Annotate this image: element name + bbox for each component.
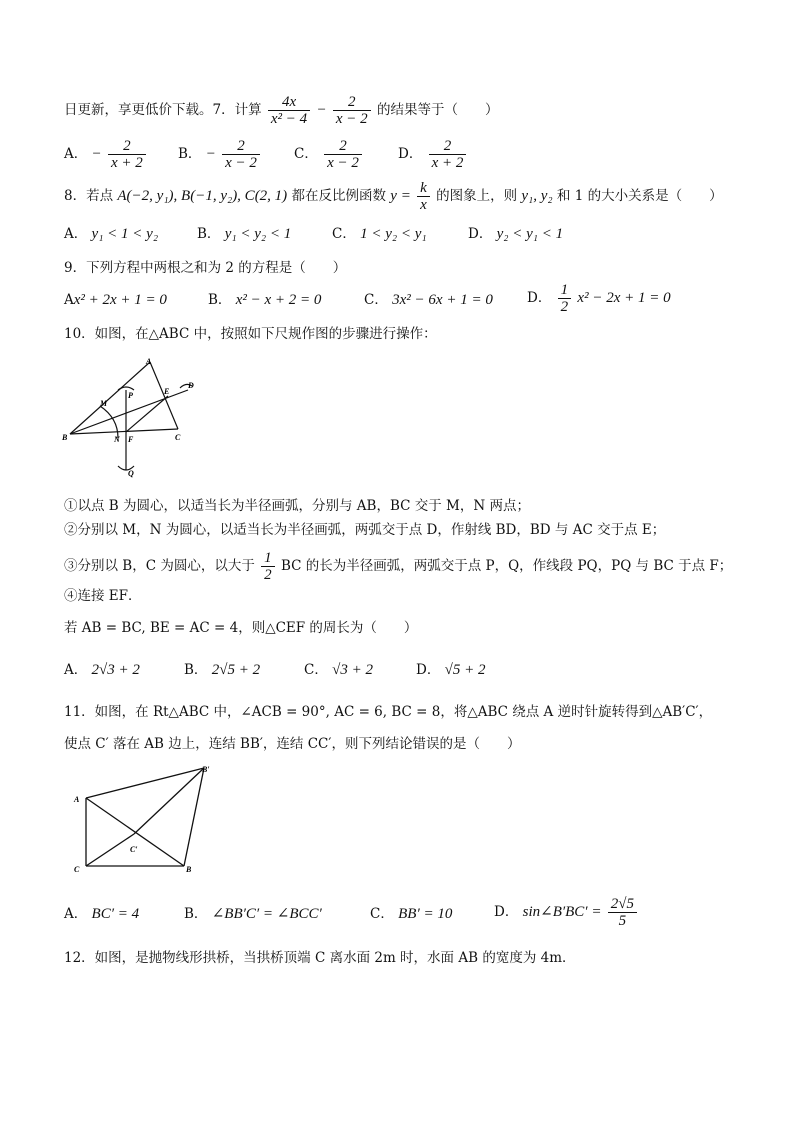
q11-label-b: B bbox=[186, 865, 192, 874]
q10-option-c: C． √3 + 2 bbox=[304, 662, 373, 678]
q11-segment-bb1 bbox=[184, 768, 204, 866]
q10-label-e: E bbox=[164, 387, 170, 396]
q11-label-a: A bbox=[74, 795, 80, 804]
q7-tail: 的结果等于（ ） bbox=[376, 102, 499, 118]
q7-intro: 日更新，享更低价下载。7．计算 bbox=[64, 102, 262, 118]
q10-label-q: Q bbox=[128, 469, 134, 478]
q11-segment-ab1 bbox=[86, 768, 204, 798]
q10-label-d: D bbox=[188, 381, 194, 390]
q10-label-m: M bbox=[100, 399, 108, 408]
q10-condition: 若 AB = BC, BE = AC = 4，则△CEF 的周长为（ ） bbox=[64, 620, 418, 636]
q10-option-a: A． 2√3 + 2 bbox=[64, 662, 140, 678]
q7-option-d: D． $\frac{2}{x + 2}$ bbox=[398, 138, 468, 171]
q7-fraction-1: $\frac{4x}{\text{x² − 4}}$ bbox=[268, 94, 310, 127]
q9-option-a: Ax² + 2x + 1 = 0 bbox=[64, 292, 167, 308]
q10-option-d: D． √5 + 2 bbox=[416, 662, 486, 678]
q10-stem: 10．如图，在△ABC 中，按照如下尺规作图的步骤进行操作： bbox=[64, 326, 437, 342]
q11-label-c: C bbox=[74, 865, 80, 874]
q11-option-a: A． BC′ = 4 bbox=[64, 906, 140, 922]
q9-option-d: D． $\frac{1}{2}$ x² − 2x + 1 = 0 bbox=[527, 282, 671, 315]
q10-label-f: F bbox=[128, 435, 134, 444]
q10-label-n: N bbox=[114, 435, 120, 444]
q8-function-fraction: $\frac{k}{x}$ bbox=[417, 180, 430, 213]
q10-option-b: B． 2√5 + 2 bbox=[184, 662, 261, 678]
q10-step-1: ①以点 B 为圆心，以适当长为半径画弧，分别与 AB，BC 交于 M，N 两点； bbox=[64, 498, 530, 514]
q8-stem: 8．若点 A(−2, y₁), B(−1, y₂), C(2, 1) 都在反比例函数 y = $\frac{k}{x}$ 的图象上，则 y₁, y₂ 和 1 的大小关系是（ ） bbox=[64, 180, 723, 213]
q11-option-d: D． sin∠B′BC′ = $\frac{2√5}{5}$ bbox=[494, 896, 639, 929]
q11-stem-line-1: 11．如图，在 Rt△ABC 中，∠ACB = 90°, AC = 6, BC = 8，将△ABC 绕点 A 逆时针旋转得到△AB′C′， bbox=[64, 704, 713, 720]
q10-step-4: ④连接 EF． bbox=[64, 588, 142, 604]
q10-step-3: ③分别以 B，C 为圆心，以大于 $\frac{1}{2}$ BC 的长为半径画弧，两弧交于点 P，Q，作线段 PQ，PQ 与 BC 于点 F； bbox=[64, 550, 733, 583]
q7-option-a: A． − $\frac{2}{x + 2}$ bbox=[64, 138, 148, 171]
q10-segment-ab bbox=[70, 362, 150, 434]
q7-stem: 日更新，享更低价下载。7．计算 $\frac{4x}{\text{x² − 4}}$ − $\frac{2}{x - 2}$ 的结果等于（ ） bbox=[64, 94, 499, 127]
q9-option-b: B． x² − x + 2 = 0 bbox=[208, 292, 322, 308]
q10-segment-bc bbox=[70, 429, 178, 434]
q11-label-b-prime: B′ bbox=[202, 765, 210, 774]
q10-construction-figure bbox=[60, 354, 210, 484]
q7-fraction-2: $\frac{2}{x - 2}$ bbox=[333, 94, 371, 127]
q9-stem: 9．下列方程中两根之和为 2 的方程是（ ） bbox=[64, 260, 347, 276]
q10-arc-p bbox=[118, 387, 134, 390]
q7-option-c: C． $\frac{2}{x - 2}$ bbox=[294, 138, 364, 171]
q11-option-b: B． ∠BB′C′ = ∠BCC′ bbox=[184, 906, 322, 922]
q7-option-b: B． − $\frac{2}{x - 2}$ bbox=[178, 138, 262, 171]
q10-label-b: B bbox=[62, 433, 68, 442]
q10-step-2: ②分别以 M，N 为圆心，以适当长为半径画弧，两弧交于点 D，作射线 BD，BD 与 AC 交于点 E； bbox=[64, 522, 666, 538]
q8-option-d: D． y₂ < y₁ < 1 bbox=[468, 226, 564, 242]
q11-stem-line-2: 使点 C′ 落在 AB 边上，连结 BB′，连结 CC′，则下列结论错误的是（ ） bbox=[64, 736, 521, 752]
q11-segment-b1c1 bbox=[134, 768, 204, 834]
q11-segment-cc1 bbox=[86, 834, 134, 866]
q10-label-a: A bbox=[146, 357, 152, 366]
q10-segment-ef bbox=[126, 396, 168, 432]
q8-option-a: A． y₁ < 1 < y₂ bbox=[64, 226, 159, 242]
q9-option-c: C． 3x² − 6x + 1 = 0 bbox=[364, 292, 493, 308]
q10-label-c: C bbox=[175, 433, 181, 442]
q11-label-c-prime: C′ bbox=[130, 845, 138, 854]
q8-option-b: B． y₁ < y₂ < 1 bbox=[197, 226, 292, 242]
q10-label-p: P bbox=[128, 391, 133, 400]
q11-rotation-figure bbox=[70, 760, 230, 880]
q11-option-c: C． BB′ = 10 bbox=[370, 906, 453, 922]
q12-stem: 12．如图，是抛物线形拱桥，当拱桥顶端 C 离水面 2m 时，水面 AB 的宽度为 4m． bbox=[64, 950, 576, 966]
q8-option-c: C． 1 < y₂ < y₁ bbox=[332, 226, 427, 242]
